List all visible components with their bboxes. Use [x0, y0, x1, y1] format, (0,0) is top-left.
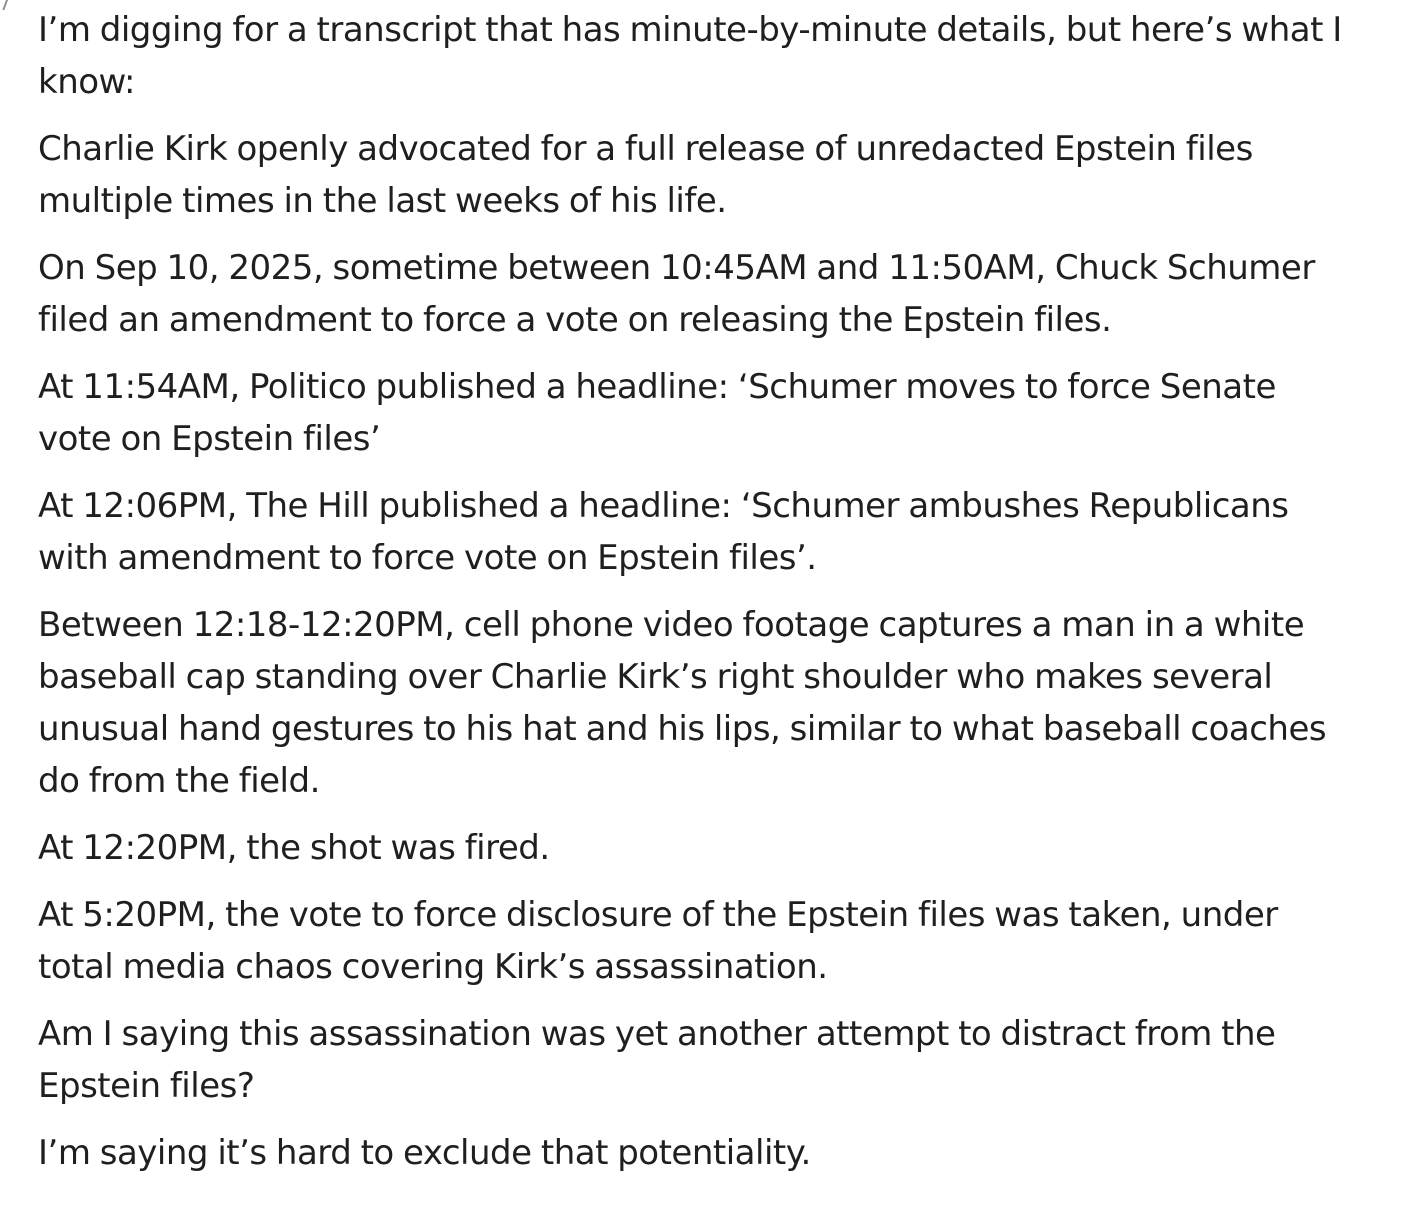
paragraph-conclusion: I’m saying it’s hard to exclude that potentiality.	[38, 1133, 811, 1173]
edge-marker	[0, 0, 8, 10]
paragraph-kirk-advocacy: Charlie Kirk openly advocated for a full release of unredacted Epstein files multiple times in the last weeks of his life.	[38, 129, 1253, 221]
paragraph-question: Am I saying this assassination was yet another attempt to distract from the Epstein files?	[38, 1014, 1276, 1106]
post-body	[38, 4, 1358, 1194]
paragraph-shot-fired: At 12:20PM, the shot was fired.	[38, 828, 550, 868]
paragraph-vote-taken: At 5:20PM, the vote to force disclosure of the Epstein files was taken, under total media chaos covering Kirk’s assassination.	[38, 895, 1278, 987]
paragraph-hill-headline: At 12:06PM, The Hill published a headline: ‘Schumer ambushes Republicans with amendment to force vote on Epstein files’.	[38, 486, 1289, 578]
paragraph-schumer-amendment: On Sep 10, 2025, sometime between 10:45AM and 11:50AM, Chuck Schumer filed an amendment to force a vote on releasing the Epstein files.	[38, 248, 1315, 340]
paragraph-video-footage: Between 12:18-12:20PM, cell phone video footage captures a man in a white baseball cap standing over Charlie Kirk’s right shoulder who makes several unusual hand gestures to his hat and his lips, similar to what baseball coaches do from the field.	[38, 605, 1327, 801]
paragraph-intro: I’m digging for a transcript that has minute-by-minute details, but here’s what I know:	[38, 10, 1342, 102]
paragraph-politico-headline: At 11:54AM, Politico published a headline: ‘Schumer moves to force Senate vote on Epstein files’	[38, 367, 1276, 459]
